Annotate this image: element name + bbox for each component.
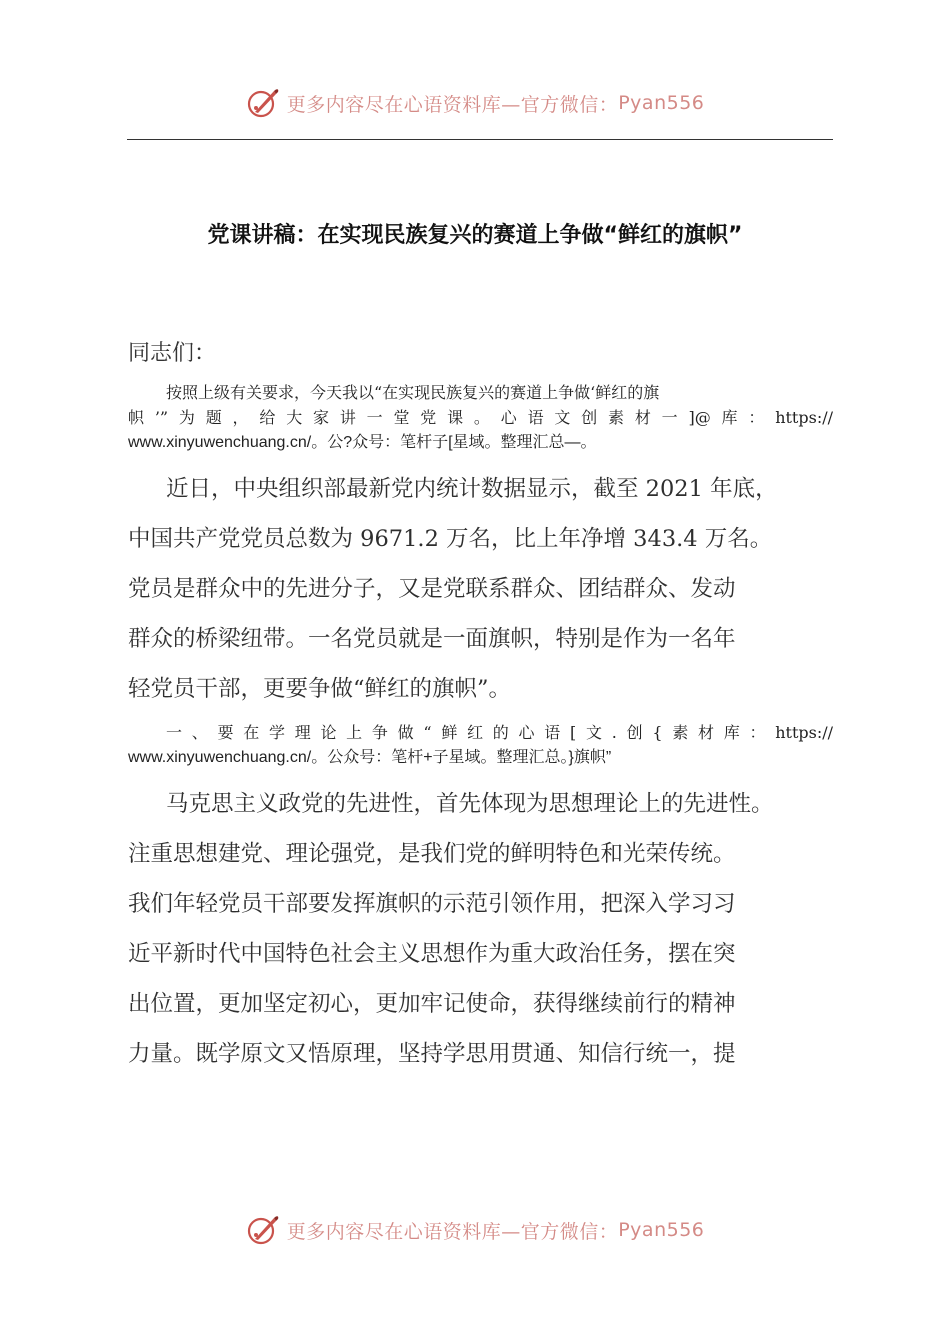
section-heading-1: [128, 720, 833, 770]
intro-line: 按照上级有关要求，今天我以“在实现民族复兴的赛道上争做‘鲜红的旗: [166, 383, 660, 402]
theory-line: 近平新时代中国特色社会主义思想作为重大政治任务，摆在突: [128, 941, 736, 967]
stats-line: 轻党员干部，更要争做“鲜红的旗帜”。: [128, 676, 512, 702]
banner-wechat-id: Pyan556: [618, 1219, 705, 1241]
quill-pen-logo-icon: [246, 86, 280, 120]
theory-line: 我们年轻党员干部要发挥旗帜的示范引领作用，把深入学习习: [128, 891, 736, 917]
theory-line: 马克思主义政党的先进性，首先体现为思想理论上的先进性。: [166, 791, 774, 817]
stats-line: 党员是群众中的先进分子，又是党联系群众、团结群众、发动: [128, 576, 736, 602]
salutation: 同志们：: [128, 341, 217, 366]
heading-line: 一、要在学理论上争做“鲜红的心语[文.创{素材库：https://: [166, 723, 833, 742]
quill-pen-logo-icon: [246, 1213, 280, 1247]
theory-line: 力量。既学原文又悟原理，坚持学思用贯通、知信行统一，提: [128, 1041, 736, 1067]
stats-line: 中国共产党党员总数为 9671.2 万名，比上年净增 343.4 万名。: [128, 526, 773, 552]
banner-wechat-id: Pyan556: [618, 92, 705, 114]
theory-line: 出位置，更加坚定初心，更加牢记使命，获得继续前行的精神: [128, 991, 736, 1017]
document-title: 党课讲稿：在实现民族复兴的赛道上争做“鲜红的旗帜”: [207, 223, 743, 248]
banner-text: 更多内容尽在心语资料库—官方微信：: [286, 1220, 619, 1243]
intro-line: 帜’”为题，给大家讲一堂党课。心语文创素材一]@库：https://: [128, 408, 833, 427]
stats-line: 群众的桥梁纽带。一名党员就是一面旗帜，特别是作为一名年: [128, 626, 736, 652]
banner-text: 更多内容尽在心语资料库—官方微信：: [286, 93, 619, 116]
theory-line: 注重思想建党、理论强党，是我们党的鲜明特色和光荣传统。: [128, 841, 736, 867]
intro-paragraph: [128, 380, 833, 455]
footer-banner: [0, 1213, 950, 1247]
stats-line: 近日，中央组织部最新党内统计数据显示，截至 2021 年底，: [166, 476, 778, 502]
stats-paragraph: [128, 464, 853, 714]
heading-line: www.xinyuwenchuang.cn/。公众号：笔杆+子星域。整理汇总。}旗帜”: [128, 749, 612, 766]
header-banner: [0, 86, 950, 120]
header-divider: [127, 139, 833, 140]
intro-line: www.xinyuwenchuang.cn/。公?众号：笔杆子[星域。整理汇总—。: [128, 434, 597, 451]
theory-paragraph: [128, 779, 853, 1079]
